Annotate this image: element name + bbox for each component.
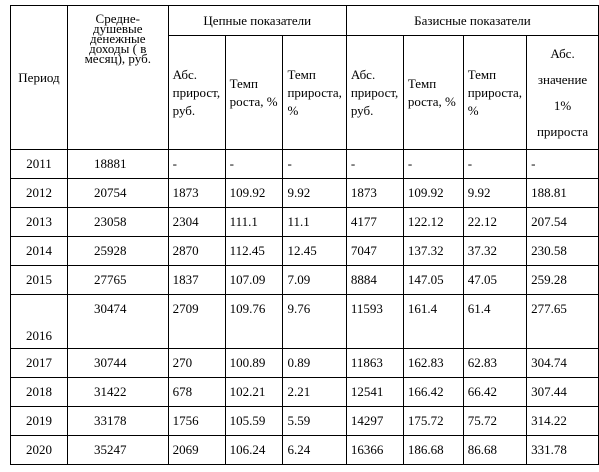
table-row: [11, 407, 599, 436]
cell-base-growth: -: [403, 150, 463, 179]
cell-base-growth: 122.12: [403, 208, 463, 237]
cell-base-growth: 161.4: [403, 295, 463, 349]
header-abs-one-percent: Абс. значение 1% прироста: [527, 36, 599, 150]
cell-chain-growth: 100.89: [225, 349, 283, 378]
cell-chain-growth: 112.45: [225, 237, 283, 266]
cell-income: 30474: [67, 295, 168, 349]
cell-chain-increase: -: [283, 150, 346, 179]
cell-chain-growth: 109.92: [225, 179, 283, 208]
table-row: [11, 266, 599, 295]
cell-chain-growth: 109.76: [225, 295, 283, 349]
header-row-1: [11, 6, 599, 36]
cell-period: 2013: [11, 208, 68, 237]
cell-chain-increase: 0.89: [283, 349, 346, 378]
cell-chain-growth: 105.59: [225, 407, 283, 436]
cell-chain-abs: 1837: [168, 266, 225, 295]
cell-chain-growth: -: [225, 150, 283, 179]
cell-chain-growth: 106.24: [225, 436, 283, 465]
cell-abs-one-percent: 314.22: [527, 407, 599, 436]
cell-chain-increase: 5.59: [283, 407, 346, 436]
cell-base-increase: 9.92: [463, 179, 526, 208]
cell-abs-one-percent: 188.81: [527, 179, 599, 208]
header-base-abs-increase: Абс. прирост, руб.: [346, 36, 403, 150]
cell-income: 23058: [67, 208, 168, 237]
cell-abs-one-percent: 304.74: [527, 349, 599, 378]
cell-base-growth: 166.42: [403, 378, 463, 407]
cell-base-abs: 14297: [346, 407, 403, 436]
cell-base-growth: 109.92: [403, 179, 463, 208]
table-row: [11, 295, 599, 349]
cell-period: 2019: [11, 407, 68, 436]
cell-period: 2014: [11, 237, 68, 266]
cell-chain-abs: 2870: [168, 237, 225, 266]
cell-base-increase: 22.12: [463, 208, 526, 237]
header-income: Средне-душевые денежные доходы ( в месяц), руб.: [67, 6, 168, 150]
cell-chain-increase: 7.09: [283, 266, 346, 295]
cell-chain-increase: 9.76: [283, 295, 346, 349]
cell-chain-increase: 6.24: [283, 436, 346, 465]
header-base-increase-rate: Темп прироста, %: [463, 36, 526, 150]
table-row: [11, 237, 599, 266]
cell-base-increase: 62.83: [463, 349, 526, 378]
cell-abs-one-percent: 207.54: [527, 208, 599, 237]
cell-income: 18881: [67, 150, 168, 179]
cell-period: 2020: [11, 436, 68, 465]
cell-base-growth: 162.83: [403, 349, 463, 378]
cell-chain-growth: 107.09: [225, 266, 283, 295]
cell-abs-one-percent: 307.44: [527, 378, 599, 407]
table-row: [11, 436, 599, 465]
cell-base-growth: 186.68: [403, 436, 463, 465]
cell-base-growth: 137.32: [403, 237, 463, 266]
cell-base-increase: 47.05: [463, 266, 526, 295]
cell-chain-abs: 270: [168, 349, 225, 378]
cell-chain-growth: 111.1: [225, 208, 283, 237]
cell-period: 2016: [11, 295, 68, 349]
cell-period: 2012: [11, 179, 68, 208]
header-base-growth-rate: Темп роста, %: [403, 36, 463, 150]
cell-base-abs: 8884: [346, 266, 403, 295]
cell-base-abs: 11593: [346, 295, 403, 349]
cell-base-abs: 4177: [346, 208, 403, 237]
header-base-indicators: Базисные показатели: [346, 6, 598, 36]
header-chain-abs-increase: Абс. прирост, руб.: [168, 36, 225, 150]
cell-income: 25928: [67, 237, 168, 266]
cell-chain-increase: 12.45: [283, 237, 346, 266]
cell-chain-abs: 1873: [168, 179, 225, 208]
cell-abs-one-percent: 277.65: [527, 295, 599, 349]
cell-income: 33178: [67, 407, 168, 436]
cell-base-increase: 37.32: [463, 237, 526, 266]
cell-chain-abs: 678: [168, 378, 225, 407]
cell-period: 2018: [11, 378, 68, 407]
table-row: [11, 208, 599, 237]
table-row: [11, 349, 599, 378]
cell-period: 2017: [11, 349, 68, 378]
cell-income: 27765: [67, 266, 168, 295]
cell-base-abs: 12541: [346, 378, 403, 407]
cell-chain-increase: 9.92: [283, 179, 346, 208]
cell-base-increase: -: [463, 150, 526, 179]
cell-base-increase: 86.68: [463, 436, 526, 465]
cell-base-increase: 61.4: [463, 295, 526, 349]
cell-chain-abs: 2069: [168, 436, 225, 465]
cell-income: 31422: [67, 378, 168, 407]
table-row: [11, 179, 599, 208]
header-period: Период: [11, 6, 68, 150]
header-chain-growth-rate: Темп роста, %: [225, 36, 283, 150]
cell-chain-abs: -: [168, 150, 225, 179]
cell-income: 20754: [67, 179, 168, 208]
cell-abs-one-percent: 230.58: [527, 237, 599, 266]
header-chain-increase-rate: Темп прироста, %: [283, 36, 346, 150]
cell-period: 2011: [11, 150, 68, 179]
cell-base-increase: 66.42: [463, 378, 526, 407]
cell-chain-abs: 1756: [168, 407, 225, 436]
cell-chain-abs: 2709: [168, 295, 225, 349]
income-dynamics-table: [10, 5, 599, 465]
cell-chain-abs: 2304: [168, 208, 225, 237]
cell-income: 30744: [67, 349, 168, 378]
cell-chain-increase: 2.21: [283, 378, 346, 407]
cell-income: 35247: [67, 436, 168, 465]
cell-abs-one-percent: 331.78: [527, 436, 599, 465]
cell-chain-increase: 11.1: [283, 208, 346, 237]
table-row: [11, 150, 599, 179]
cell-abs-one-percent: 259.28: [527, 266, 599, 295]
cell-base-increase: 75.72: [463, 407, 526, 436]
cell-base-abs: 11863: [346, 349, 403, 378]
cell-period: 2015: [11, 266, 68, 295]
table-row: [11, 378, 599, 407]
cell-base-abs: 1873: [346, 179, 403, 208]
cell-chain-growth: 102.21: [225, 378, 283, 407]
header-chain-indicators: Цепные показатели: [168, 6, 346, 36]
cell-base-abs: 16366: [346, 436, 403, 465]
cell-abs-one-percent: -: [527, 150, 599, 179]
cell-base-abs: 7047: [346, 237, 403, 266]
cell-base-growth: 175.72: [403, 407, 463, 436]
cell-base-growth: 147.05: [403, 266, 463, 295]
cell-base-abs: -: [346, 150, 403, 179]
